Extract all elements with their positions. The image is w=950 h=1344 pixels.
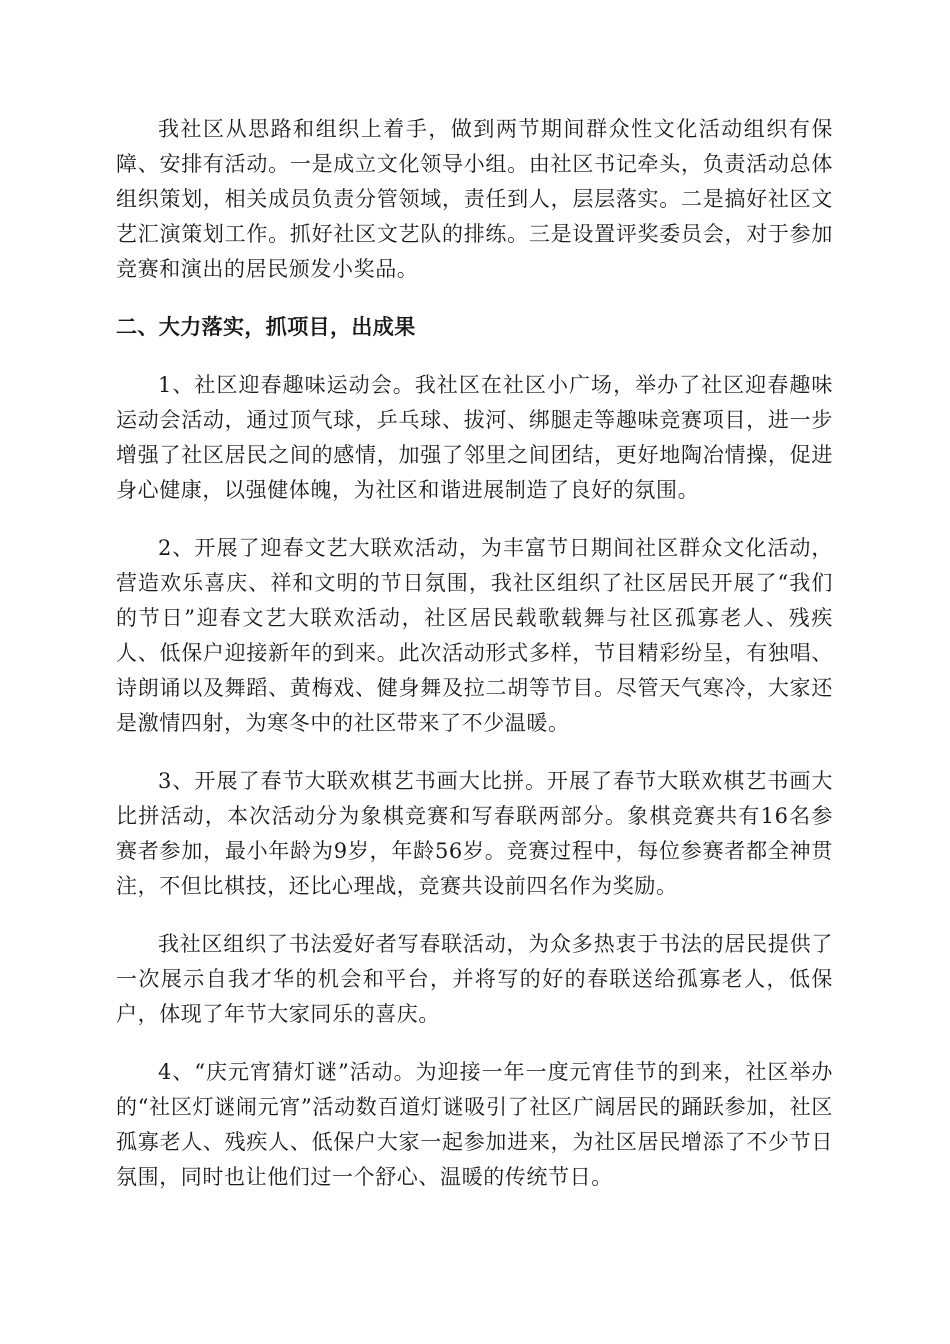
paragraph-gap (116, 741, 833, 764)
paragraph-gap (116, 287, 833, 310)
paragraph-lantern-riddles: 4、“庆元宵猜灯谜”活动。为迎接一年一度元宵佳节的到来，社区举办的“社区灯谜闹元宵”活动数百道灯谜吸引了社区广阔居民的踊跃参加，社区孤寡老人、残疾人、低保户大家一起参加进来，为社区居民增添了不少节日氛围，同时也让他们过一个舒心、温暖的传统节日。 (116, 1060, 833, 1189)
paragraph-sports-meet: 1、社区迎春趣味运动会。我社区在社区小广场，举办了社区迎春趣味运动会活动，通过顶气球，乒乓球、拔河、绑腿走等趣味竞赛项目，进一步增强了社区居民之间的感情，加强了邻里之间团结，更好地陶冶情操，促进身心健康，以强健体魄，为社区和谐进展制造了良好的氛围。 (116, 373, 833, 502)
paragraph-gap (116, 345, 833, 368)
section-heading: 二、大力落实，抓项目，出成果 (116, 315, 416, 339)
document-body (116, 112, 833, 1195)
paragraph-gap (116, 1032, 833, 1055)
paragraph-organization: 我社区从思路和组织上着手，做到两节期间群众性文化活动组织有保障、安排有活动。一是成立文化领导小组。由社区书记牵头，负责活动总体组织策划，相关成员负责分管领域，责任到人，层层落实。二是搞好社区文艺汇演策划工作。抓好社区文艺队的排练。三是设置评奖委员会，对于参加竞赛和演出的居民颁发小奖品。 (116, 117, 833, 281)
paragraph-gap (116, 904, 833, 927)
paragraph-gap (116, 508, 833, 531)
paragraph-chess-calligraphy: 3、开展了春节大联欢棋艺书画大比拼。开展了春节大联欢棋艺书画大比拼活动，本次活动分为象棋竞赛和写春联两部分。象棋竞赛共有16名参赛者参加，最小年龄为9岁，年龄56岁。竞赛过程中，每位参赛者都全神贯注，不但比棋技，还比心理战，竞赛共设前四名作为奖励。 (116, 769, 833, 898)
paragraph-couplets: 我社区组织了书法爱好者写春联活动，为众多热衷于书法的居民提供了一次展示自我才华的机会和平台，并将写的好的春联送给孤寡老人，低保户，体现了年节大家同乐的喜庆。 (116, 932, 833, 1026)
paragraph-spring-gala: 2、开展了迎春文艺大联欢活动，为丰富节日期间社区群众文化活动，营造欢乐喜庆、祥和文明的节日氛围，我社区组织了社区居民开展了“我们的节日”迎春文艺大联欢活动，社区居民载歌载舞与社区孤寡老人、残疾人、低保户迎接新年的到来。此次活动形式多样，节目精彩纷呈，有独唱、诗朗诵以及舞蹈、黄梅戏、健身舞及拉二胡等节目。尽管天气寒冷，大家还是激情四射，为寒冬中的社区带来了不少温暖。 (116, 536, 833, 735)
